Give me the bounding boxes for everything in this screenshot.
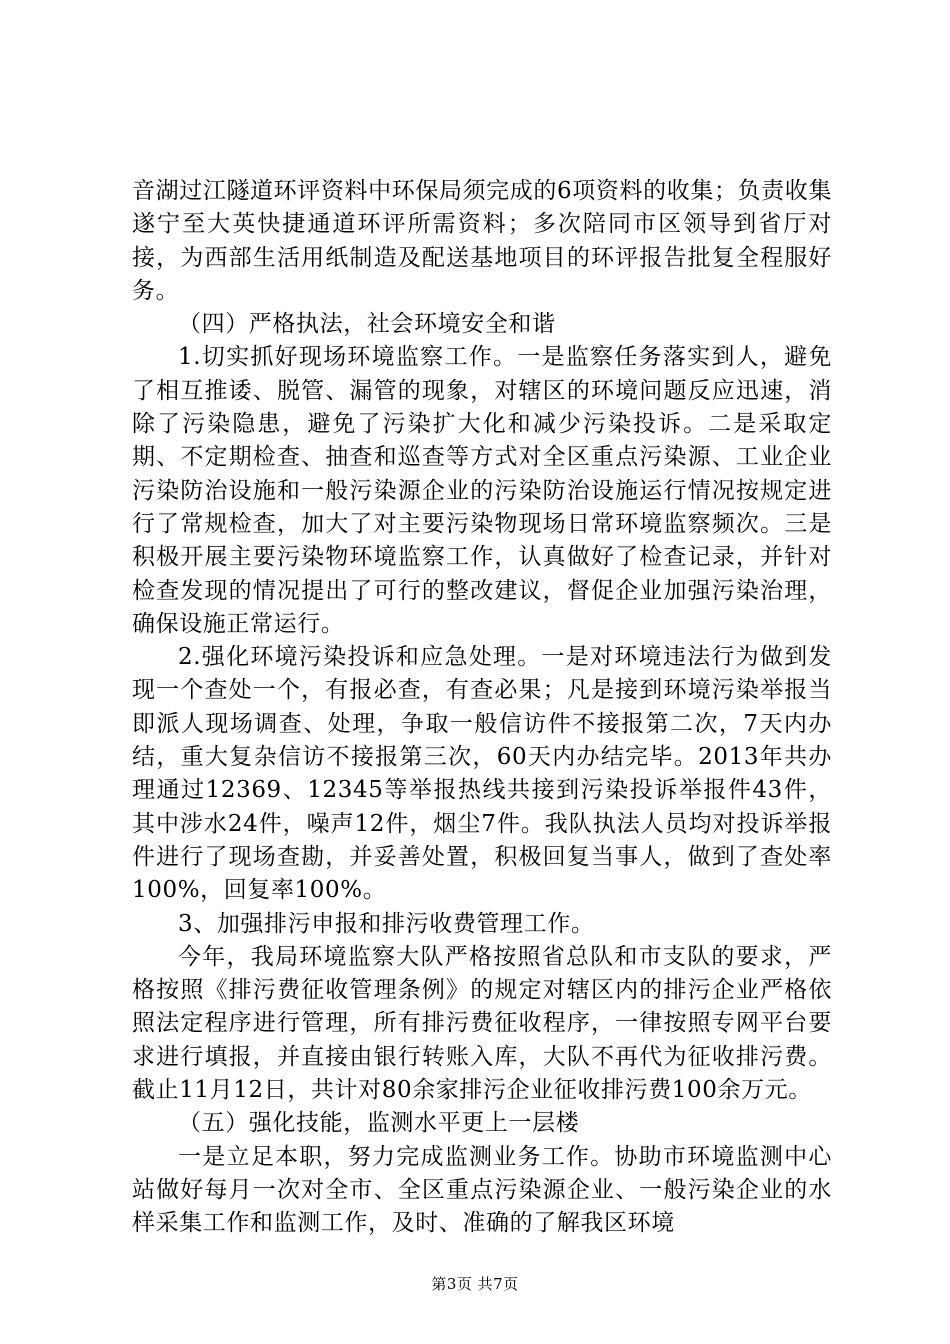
section-heading: （四）严格执法，社会环境安全和谐 <box>178 311 556 338</box>
page-footer: 第3页 共7页 <box>431 1275 519 1293</box>
paragraph: 3、加强排污申报和排污收费管理工作。 <box>178 910 595 937</box>
paragraph: 1.切实抓好现场环境监察工作。一是监察任务落实到人，避免了相互推诿、脱管、漏管的现象，对辖区的环境问题反应迅速，消除了污染隐患，避免了污染扩大化和减少污染投诉。二是采取定期、不定期检查、抽查和巡查等方式对全区重点污染源、工业企业污染防治设施和一般污染源企业的污染防治设施运行情况按规定进行了常规检查，加大了对主要污染物现场日常环境监察频次。三是积极开展主要污染物环境监察工作，认真做好了检查记录，并针对检查发现的情况提出了可行的整改建议，督促企业加强污染治理，确保设施正常运行。 <box>132 344 832 637</box>
paragraph: 2.强化环境污染投诉和应急处理。一是对环境违法行为做到发现一个查处一个，有报必查，有查必果；凡是接到环境污染举报当即派人现场调查、处理，争取一般信访件不接报第二次，7天内办结，重大复杂信访不接报第三次，60天内办结完毕。2013年共办理通过12369、12345等举报热线共接到污染投诉举报件43件，其中涉水24件，噪声12件，烟尘7件。我队执法人员均对投诉举报件进行了现场查勘，并妥善处置，积极回复当事人，做到了查处率100%，回复率100%。 <box>132 644 832 904</box>
document-body <box>132 175 832 1241</box>
paragraph: 今年，我局环境监察大队严格按照省总队和市支队的要求，严格按照《排污费征收管理条例》的规定对辖区内的排污企业严格依照法定程序进行管理，所有排污费征收程序，一律按照专网平台要求进行填报，并直接由银行转账入库，大队不再代为征收排污费。截止11月12日，共计对80余家排污企业征收排污费100余万元。 <box>132 943 832 1104</box>
paragraph: 一是立足本职，努力完成监测业务工作。协助市环境监测中心站做好每月一次对全市、全区重点污染源企业、一般污染企业的水样采集工作和监测工作，及时、准确的了解我区环境 <box>132 1143 832 1237</box>
paragraph: 音湖过江隧道环评资料中环保局须完成的6项资料的收集；负责收集遂宁至大英快捷通道环评所需资料；多次陪同市区领导到省厅对接，为西部生活用纸制造及配送基地项目的环评报告批复全程服好务。 <box>132 178 832 304</box>
section-heading: （五）强化技能，监测水平更上一层楼 <box>178 1110 580 1137</box>
